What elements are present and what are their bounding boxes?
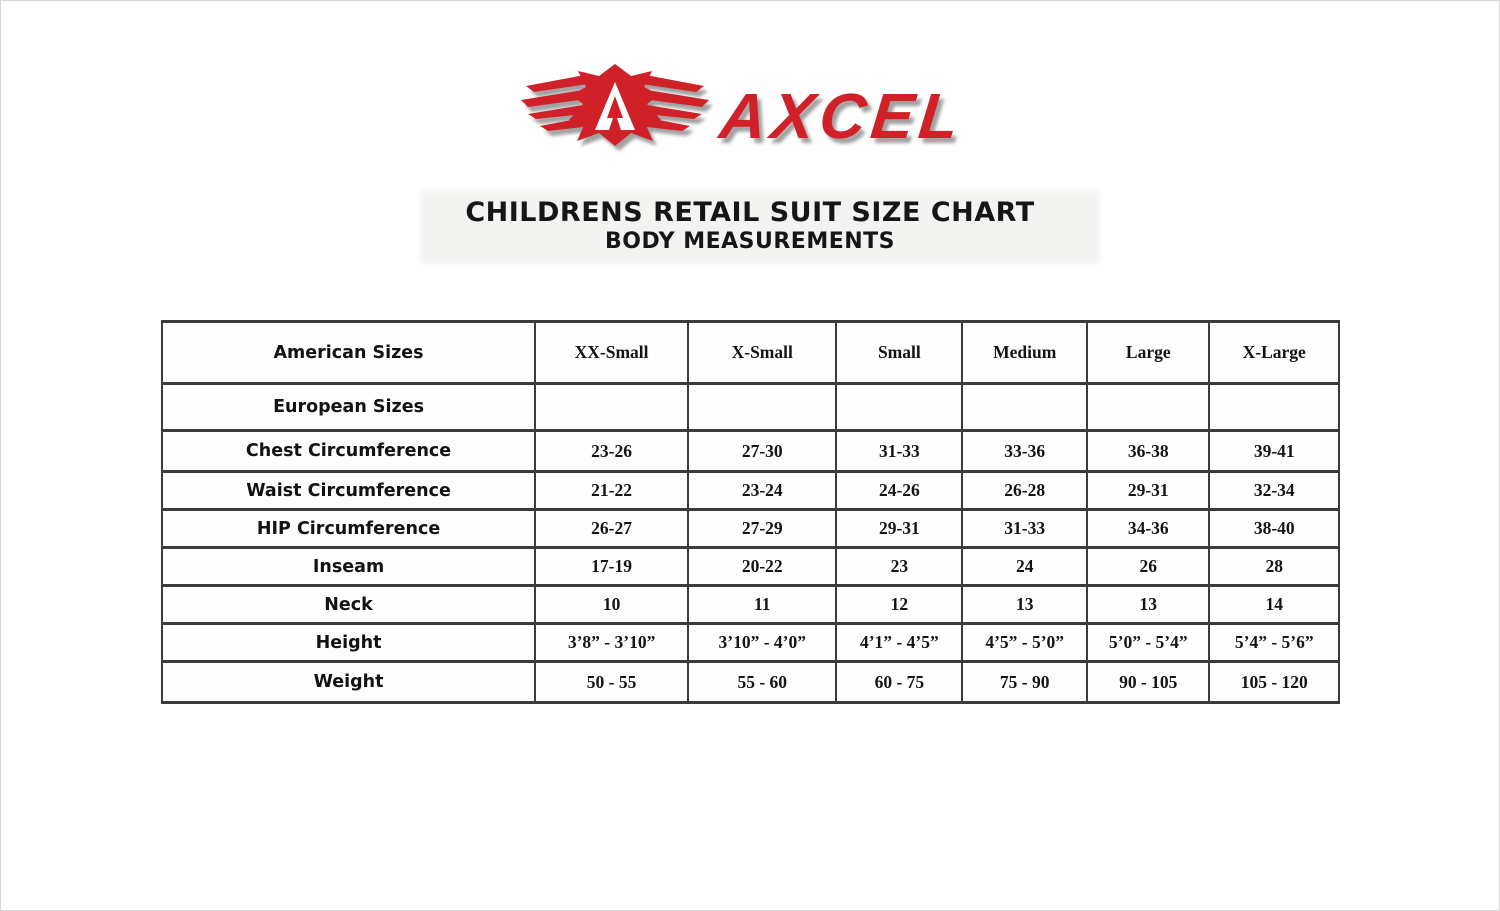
column-header: Medium [962, 322, 1087, 384]
table-cell [535, 384, 688, 431]
column-header: Small [836, 322, 962, 384]
table-cell [688, 384, 836, 431]
row-label: Weight [162, 662, 535, 703]
row-label: Waist Circumference [162, 472, 535, 510]
table-cell: 23-24 [688, 472, 836, 510]
winged-crest-icon [521, 64, 709, 146]
table-cell: 5’4” - 5’6” [1209, 624, 1339, 662]
table-row [162, 662, 1339, 703]
table-cell [836, 384, 962, 431]
table-cell: 33-36 [962, 431, 1087, 472]
table-row [162, 548, 1339, 586]
table-body [162, 384, 1339, 703]
table-cell: 14 [1209, 586, 1339, 624]
corner-label: American Sizes [162, 322, 535, 384]
table-cell: 27-29 [688, 510, 836, 548]
row-label: Inseam [162, 548, 535, 586]
table-cell: 90 - 105 [1087, 662, 1209, 703]
table-cell: 23 [836, 548, 962, 586]
table-cell: 3’10” - 4’0” [688, 624, 836, 662]
table-cell: 13 [962, 586, 1087, 624]
column-header: X-Large [1209, 322, 1339, 384]
page-title: CHILDRENS RETAIL SUIT SIZE CHART [465, 197, 1035, 228]
table-cell: 24 [962, 548, 1087, 586]
table-cell: 4’5” - 5’0” [962, 624, 1087, 662]
column-header-row [162, 322, 1339, 384]
table-cell: 31-33 [962, 510, 1087, 548]
table-cell: 12 [836, 586, 962, 624]
table-row [162, 431, 1339, 472]
table-cell: 24-26 [836, 472, 962, 510]
table-cell: 55 - 60 [688, 662, 836, 703]
table-cell: 13 [1087, 586, 1209, 624]
svg-text:AXCEL: AXCEL [716, 80, 969, 152]
table-cell [1209, 384, 1339, 431]
table-cell: 26-27 [535, 510, 688, 548]
table-row [162, 384, 1339, 431]
table-cell: 11 [688, 586, 836, 624]
table-row [162, 510, 1339, 548]
size-chart-table [161, 320, 1340, 704]
table-cell: 38-40 [1209, 510, 1339, 548]
table-cell: 27-30 [688, 431, 836, 472]
table-cell: 105 - 120 [1209, 662, 1339, 703]
table-cell: 26 [1087, 548, 1209, 586]
page-subtitle: BODY MEASUREMENTS [604, 229, 896, 254]
table-cell: 29-31 [1087, 472, 1209, 510]
table-cell: 34-36 [1087, 510, 1209, 548]
table-cell: 36-38 [1087, 431, 1209, 472]
table-row [162, 586, 1339, 624]
table-row [162, 624, 1339, 662]
table-cell: 23-26 [535, 431, 688, 472]
table-cell: 5’0” - 5’4” [1087, 624, 1209, 662]
table-cell: 50 - 55 [535, 662, 688, 703]
row-label: Height [162, 624, 535, 662]
table-cell [962, 384, 1087, 431]
table-cell: 28 [1209, 548, 1339, 586]
title-block [0, 198, 1500, 255]
column-header: XX-Small [535, 322, 688, 384]
column-header: Large [1087, 322, 1209, 384]
table-cell: 75 - 90 [962, 662, 1087, 703]
brand-wordmark [715, 80, 969, 152]
table-cell: 26-28 [962, 472, 1087, 510]
table-row [162, 472, 1339, 510]
table-cell: 31-33 [836, 431, 962, 472]
row-label: Neck [162, 586, 535, 624]
table-cell: 32-34 [1209, 472, 1339, 510]
column-header: X-Small [688, 322, 836, 384]
table-cell: 60 - 75 [836, 662, 962, 703]
axcel-logo [520, 62, 980, 166]
table-cell: 3’8” - 3’10” [535, 624, 688, 662]
table-cell: 20-22 [688, 548, 836, 586]
table-cell: 21-22 [535, 472, 688, 510]
table-cell: 39-41 [1209, 431, 1339, 472]
table-cell: 4’1” - 4’5” [836, 624, 962, 662]
row-label: Chest Circumference [162, 431, 535, 472]
table-cell: 10 [535, 586, 688, 624]
table-cell [1087, 384, 1209, 431]
table-cell: 17-19 [535, 548, 688, 586]
row-label: European Sizes [162, 384, 535, 431]
table-cell: 29-31 [836, 510, 962, 548]
row-label: HIP Circumference [162, 510, 535, 548]
